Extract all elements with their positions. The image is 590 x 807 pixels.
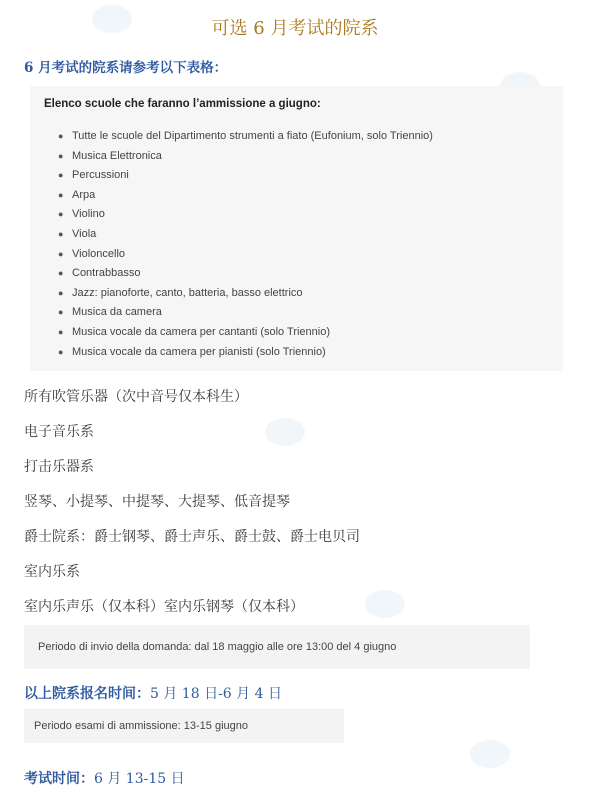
list-item: ● Violoncello [72, 245, 549, 265]
list-item: ● Violino [72, 205, 549, 225]
list-item: ● Viola [72, 225, 549, 245]
application-time-line [24, 683, 282, 703]
bullet-icon: ● [58, 228, 64, 239]
bullet-icon: ● [58, 150, 64, 161]
bullet-icon: ● [58, 287, 64, 298]
bullet-icon: ● [58, 170, 64, 181]
list-item: ● Musica da camera [72, 303, 549, 323]
bullet-icon: ● [58, 131, 64, 141]
exam-period-box: Periodo esami di ammissione: 13-15 giugno [24, 709, 344, 743]
list-item: ● Tutte le scuole del Dipartimento strumenti a fiato (Eufonium, solo Triennio) [72, 127, 549, 147]
cn-department-line: 竖琴、小提琴、中提琴、大提琴、低音提琴 [24, 494, 290, 510]
application-period-box: Periodo di invio della domanda: dal 18 maggio alle ore 13:00 del 4 giugno [24, 625, 530, 669]
italian-list-heading: Elenco scuole che faranno l’ammissione a giugno: [44, 98, 321, 110]
bullet-icon: ● [58, 189, 64, 200]
application-time-value: 5 月 18 日-6 月 4 日 [150, 686, 282, 702]
italian-school-list [44, 127, 549, 362]
section-subheading: 6 月考试的院系请参考以下表格： [24, 60, 228, 76]
watermark-icon [265, 418, 305, 446]
cn-department-line: 爵士院系：爵士钢琴、爵士声乐、爵士鼓、爵士电贝司 [24, 529, 360, 545]
list-item: ● Musica vocale da camera per cantanti (solo Triennio) [72, 323, 549, 343]
list-item: ● Musica vocale da camera per pianisti (solo Triennio) [72, 343, 549, 363]
exam-time-label: 考试时间： [24, 771, 94, 787]
bullet-icon: ● [58, 326, 64, 337]
list-item: ● Jazz: pianoforte, canto, batteria, basso elettrico [72, 284, 549, 304]
italian-school-list-box [30, 86, 563, 371]
bullet-icon: ● [58, 209, 64, 220]
list-item: ● Arpa [72, 186, 549, 206]
bullet-icon: ● [58, 307, 64, 318]
exam-time-value: 6 月 13-15 日 [94, 771, 185, 787]
watermark-icon [365, 590, 405, 618]
bullet-icon: ● [58, 346, 64, 357]
application-time-label: 以上院系报名时间： [24, 686, 150, 702]
watermark-icon [470, 740, 510, 768]
list-item: ● Musica Elettronica [72, 147, 549, 167]
page-title: 可选 6 月考试的院系 [211, 18, 379, 39]
bullet-icon: ● [58, 248, 64, 259]
list-item: ● Percussioni [72, 166, 549, 186]
cn-department-line: 室内乐系 [24, 564, 80, 580]
cn-department-line: 室内乐声乐（仅本科）室内乐钢琴（仅本科） [24, 599, 304, 615]
list-item: ● Contrabbasso [72, 264, 549, 284]
exam-time-line [24, 768, 185, 788]
cn-department-line: 所有吹管乐器（次中音号仅本科生） [24, 389, 248, 405]
bullet-icon: ● [58, 268, 64, 279]
cn-department-line: 电子音乐系 [24, 424, 94, 440]
cn-department-line: 打击乐器系 [24, 459, 94, 475]
